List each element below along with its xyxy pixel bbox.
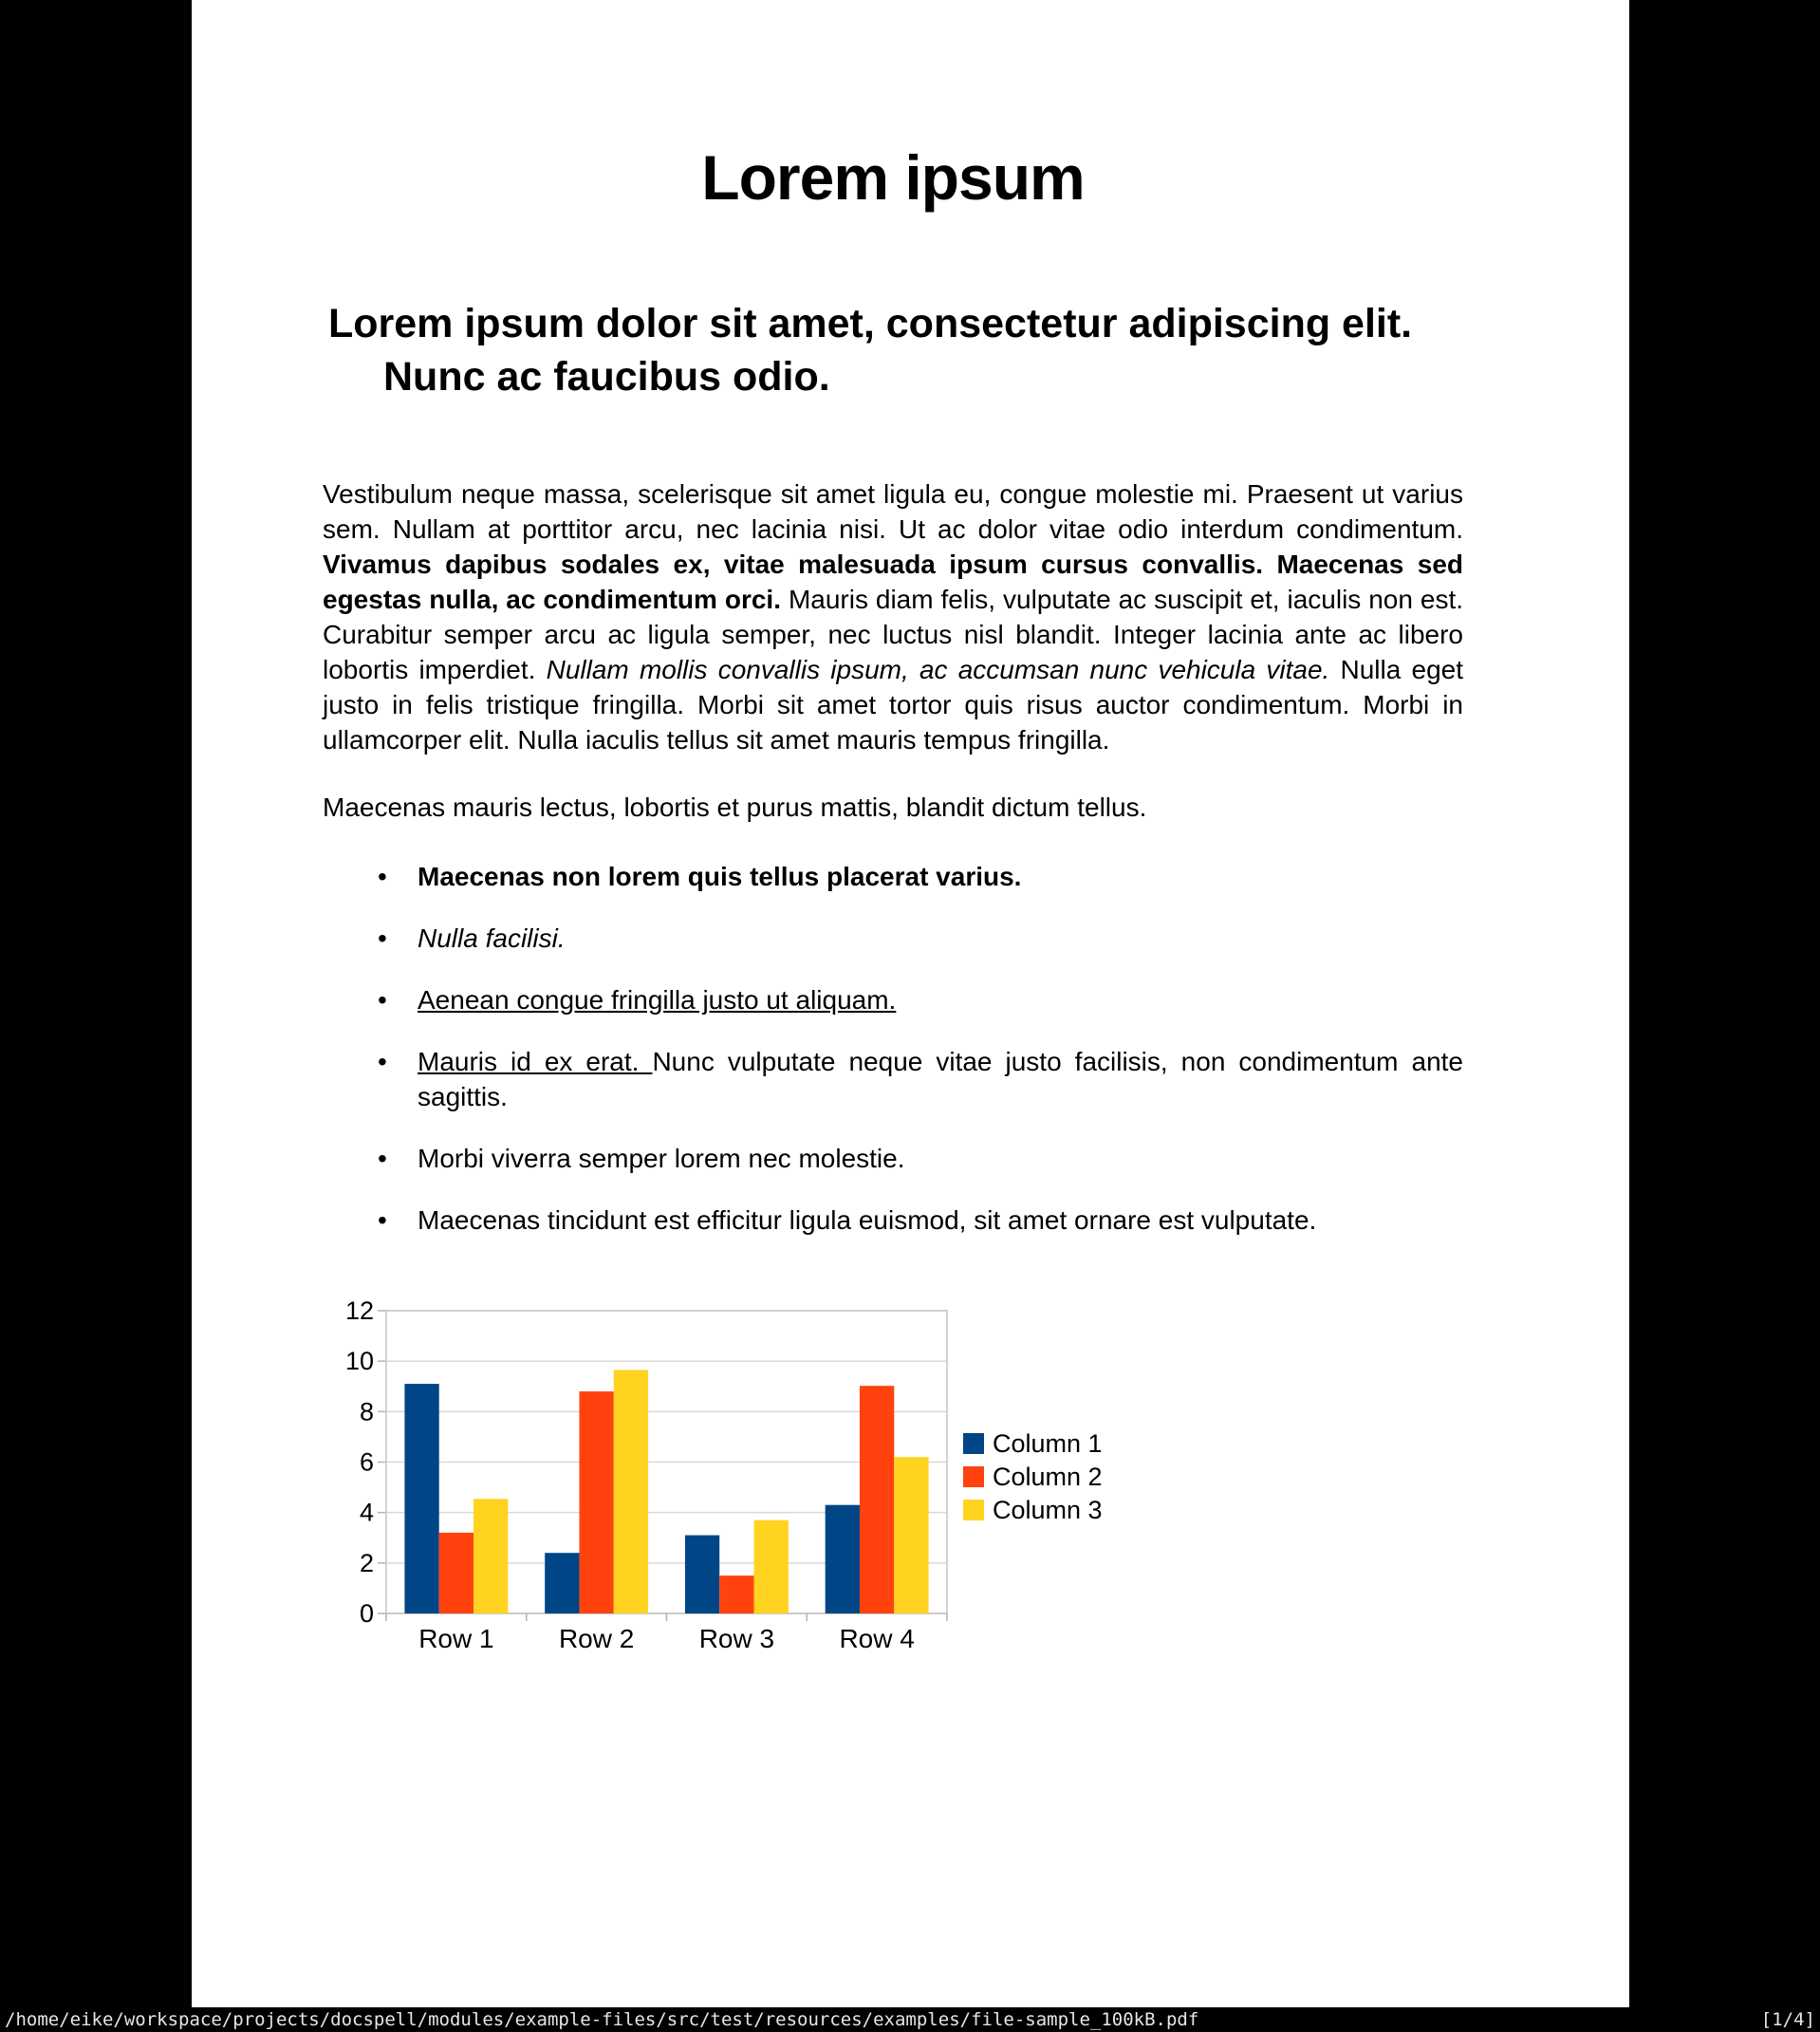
text-run-bold: Vivamus dapibus sodales ex, vitae malesuada ipsum cursus convallis. Maecenas sed egestas nulla, ac condimentum orci.: [323, 549, 1463, 614]
bar-row3-column3: [754, 1519, 789, 1613]
list-item: [323, 1202, 1463, 1238]
document-content: [192, 0, 1629, 1660]
legend-swatch: [963, 1500, 984, 1520]
x-axis-label: Row 1: [418, 1623, 494, 1653]
y-axis-label: 10: [344, 1346, 374, 1375]
bar-row1-column3: [474, 1499, 508, 1613]
text-run-italic: Nulla facilisi.: [418, 923, 566, 953]
list-item: [323, 921, 1463, 956]
text-run-regular: Nunc vulputate neque vitae justo facilisis, non condimentum ante sagittis.: [418, 1046, 1463, 1111]
statusbar: [0, 2007, 1820, 2032]
text-run-regular: Mauris diam felis, vulputate ac suscipit et, iaculis non est. Curabitur semper arcu ac ligula semper, nec luctus nisl blandit. Integer lacinia ante ac libero lobortis imperdiet.: [323, 584, 1464, 684]
y-axis-label: 4: [359, 1498, 374, 1527]
statusbar-file-path: /home/eike/workspace/projects/docspell/modules/example-files/src/test/resources/examples/file-sample_100kB.pdf: [5, 2009, 1199, 2030]
text-run-bold: Maecenas non lorem quis tellus placerat varius.: [418, 861, 1022, 891]
list-item: [323, 859, 1463, 894]
text-run-italic: Nullam mollis convallis ipsum, ac accumsan nunc vehicula vitae.: [546, 654, 1341, 684]
bar-row2-column1: [545, 1553, 579, 1613]
bar-row4-column1: [826, 1504, 860, 1613]
paragraph-2: Maecenas mauris lectus, lobortis et purus mattis, blandit dictum tellus.: [323, 792, 1147, 822]
bar-row3-column2: [719, 1575, 753, 1613]
bar-chart-svg: [313, 1276, 1186, 1660]
legend-label: Column 3: [993, 1495, 1103, 1524]
legend-label: Column 1: [993, 1428, 1103, 1458]
document-title: Lorem ipsum: [701, 142, 1085, 213]
legend-label: Column 2: [993, 1462, 1103, 1491]
legend-swatch: [963, 1466, 984, 1487]
bar-row2-column3: [614, 1370, 648, 1613]
legend-swatch: [963, 1433, 984, 1454]
x-axis-label: Row 3: [698, 1623, 775, 1653]
bar-row1-column2: [439, 1533, 474, 1613]
text-run-regular: Vestibulum neque massa, scelerisque sit amet ligula eu, congue molestie mi. Praesent ut varius sem. Nullam at porttitor arcu, nec lacinia nisi. Ut ac dolor vitae odio interdum condimentum.: [323, 478, 1463, 544]
text-run-regular: Morbi viverra semper lorem nec molestie.: [418, 1143, 905, 1173]
bullet-list: [323, 859, 1463, 1238]
statusbar-page-indicator: [1/4]: [1760, 2009, 1815, 2030]
bar-row3-column1: [685, 1535, 719, 1613]
text-run-regular: Nulla eget justo in felis tristique fringilla. Morbi sit amet tortor quis risus auctor condimentum. Morbi in ullamcorper elit. Nulla iaculis tellus sit amet mauris tempus fringilla.: [323, 654, 1464, 755]
document-page[interactable]: [192, 0, 1629, 2007]
y-axis-label: 0: [359, 1598, 374, 1628]
list-item: [323, 1141, 1463, 1176]
list-item: [323, 982, 1463, 1017]
bar-row1-column1: [404, 1384, 438, 1613]
y-axis-label: 6: [359, 1447, 374, 1477]
text-run-underline: Aenean congue fringilla justo ut aliquam.: [418, 984, 897, 1015]
list-item: [323, 1044, 1463, 1114]
document-heading: Lorem ipsum dolor sit amet, consectetur adipiscing elit. Nunc ac faucibus odio.: [328, 300, 1413, 400]
bar-row2-column2: [579, 1391, 613, 1613]
text-run-regular: Maecenas tincidunt est efficitur ligula euismod, sit amet ornare est vulputate.: [418, 1204, 1317, 1235]
bar-row4-column2: [860, 1386, 894, 1613]
y-axis-label: 8: [359, 1397, 374, 1426]
paragraph-1: [323, 476, 1463, 757]
bar-row4-column3: [894, 1457, 928, 1613]
y-axis-label: 2: [359, 1548, 374, 1577]
bar-chart: [313, 1276, 1186, 1660]
x-axis-label: Row 4: [839, 1623, 915, 1653]
text-run-underline: Mauris id ex erat.: [418, 1046, 653, 1076]
x-axis-label: Row 2: [558, 1623, 635, 1653]
y-axis-label: 12: [344, 1296, 374, 1325]
